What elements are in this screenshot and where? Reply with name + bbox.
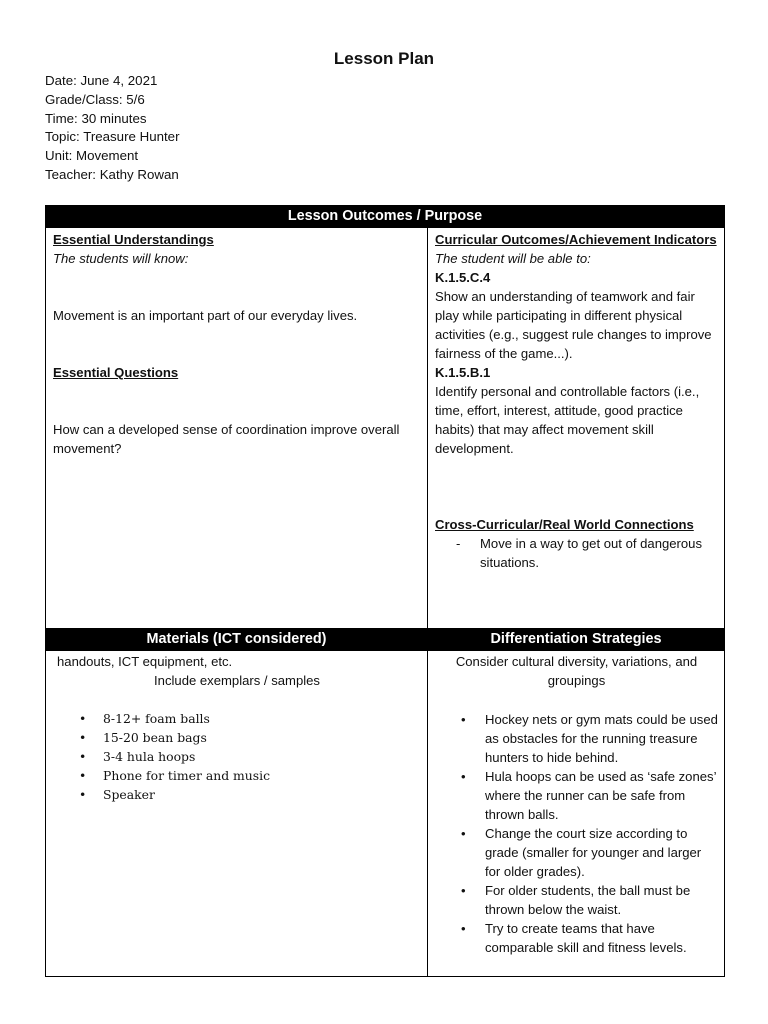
essential-understandings-cell xyxy=(46,228,428,629)
curricular-outcomes-intro: The student will be able to: xyxy=(435,251,591,266)
differentiation-header: Differentiation Strategies xyxy=(428,629,725,651)
list-item: • Phone for timer and music xyxy=(79,766,421,785)
meta-teacher: Teacher: Kathy Rowan xyxy=(45,166,179,182)
cross-curricular-heading: Cross-Curricular/Real World Connections xyxy=(435,517,694,532)
materials-line-2: Include exemplars / samples xyxy=(154,673,320,688)
essential-understandings-text: Movement is an important part of our everyday lives. xyxy=(53,308,358,323)
list-item: • For older students, the ball must be thrown below the waist. xyxy=(461,881,718,919)
list-item: • 3-4 hula hoops xyxy=(79,747,421,766)
outcome-code-1: K.1.5.C.4 xyxy=(435,270,491,285)
essential-questions-heading: Essential Questions xyxy=(53,365,179,380)
differentiation-list xyxy=(435,710,718,957)
meta-topic: Topic: Treasure Hunter xyxy=(45,129,180,145)
meta-date: Date: June 4, 2021 xyxy=(45,73,158,88)
materials-cell xyxy=(46,651,428,977)
essential-questions-text: How can a developed sense of coordination improve overall movement? xyxy=(53,422,400,456)
essential-understandings-heading: Essential Understandings xyxy=(53,232,214,247)
list-item: • 15-20 bean bags xyxy=(79,728,421,747)
list-item: • Speaker xyxy=(79,785,421,804)
list-item: • Try to create teams that have comparable skill and fitness levels. xyxy=(461,919,718,957)
essential-understandings-intro: The students will know: xyxy=(53,251,189,266)
list-item: • Change the court size according to grade (smaller for younger and larger for older grades). xyxy=(461,824,718,881)
materials-header: Materials (ICT considered) xyxy=(46,629,428,651)
list-item: • 8-12+ foam balls xyxy=(79,709,421,728)
differentiation-intro: Consider cultural diversity, variations, and groupings xyxy=(455,654,698,688)
list-item: • Hockey nets or gym mats could be used as obstacles for the running treasure hunters to hide behind. xyxy=(461,710,718,767)
curricular-outcomes-cell xyxy=(428,228,725,629)
list-item: • Hula hoops can be used as ‘safe zones’ where the runner can be safe from thrown balls. xyxy=(461,767,718,824)
lesson-plan-table xyxy=(45,205,725,977)
list-item: - Move in a way to get out of dangerous situations. xyxy=(456,534,718,572)
outcome-text-1: Show an understanding of teamwork and fair play while participating in different physical activities (e.g., suggest rule changes to improve fairness of the game...). xyxy=(435,289,712,361)
meta-unit: Unit: Movement xyxy=(45,148,139,164)
curricular-outcomes-heading: Curricular Outcomes/Achievement Indicators xyxy=(435,232,717,247)
outcome-code-2: K.1.5.B.1 xyxy=(435,365,491,380)
differentiation-cell xyxy=(428,651,725,977)
page-title: Lesson Plan xyxy=(333,49,435,68)
materials-list xyxy=(53,709,421,804)
meta-time: Time: 30 minutes xyxy=(45,110,147,126)
meta-grade: Grade/Class: 5/6 xyxy=(45,91,145,107)
outcomes-header: Lesson Outcomes / Purpose xyxy=(46,206,725,228)
materials-line-1: handouts, ICT equipment, etc. xyxy=(57,654,233,669)
outcome-text-2: Identify personal and controllable factors (i.e., time, effort, interest, attitude, good practice habits) that may affect movement skill development. xyxy=(435,384,700,456)
lesson-meta xyxy=(45,72,180,185)
cross-curricular-list xyxy=(435,534,718,572)
